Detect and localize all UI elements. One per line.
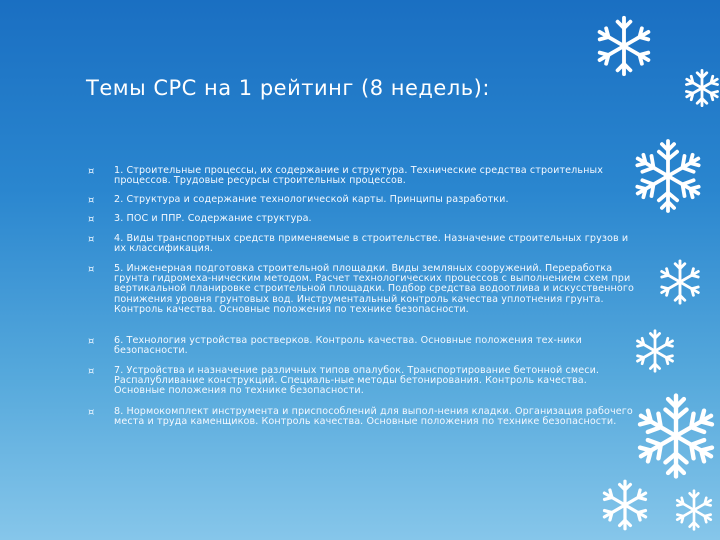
- list-item: [88, 234, 636, 254]
- snowflake-icon: [592, 14, 656, 78]
- list-item: [88, 166, 636, 186]
- list-item-text: 1. Строительные процессы, их содержание и структура. Технические средства строительных процессов. Трудовые ресурсы строительных процессов.: [114, 165, 603, 187]
- list-item: [88, 214, 636, 225]
- list-item-text: 4. Виды транспортных средств применяемые в строительстве. Назначение строительных грузов и их классификация.: [114, 233, 629, 255]
- bullet-marker: ¤: [88, 366, 95, 377]
- bullet-marker: ¤: [88, 234, 95, 245]
- snowflake-icon: [632, 392, 720, 480]
- list-item: [88, 407, 636, 427]
- list-item-text: 7. Устройства и назначение различных типов опалубок. Транспортирование бетонной смеси. Распалубливание конструкций. Специаль-ные методы бетонирования. Контроль качества. Основные положения по технике безопасности.: [114, 365, 600, 397]
- snowflake-icon: [598, 478, 652, 532]
- bullet-marker: ¤: [88, 195, 95, 206]
- list-item-text: 3. ПОС и ППР. Содержание структура.: [114, 213, 312, 224]
- list-item: [88, 366, 636, 397]
- bullet-marker: ¤: [88, 336, 95, 347]
- bullet-marker: ¤: [88, 264, 95, 275]
- bullet-marker: ¤: [88, 214, 95, 225]
- list-item-text: 2. Структура и содержание технологической карты. Принципы разработки.: [114, 194, 509, 205]
- list-item: [88, 264, 636, 315]
- snowflake-icon: [682, 68, 720, 108]
- snowflake-icon: [672, 488, 716, 532]
- list-item: [88, 336, 636, 356]
- list-item-text: 8. Нормокомплект инструмента и приспособлений для выпол-нения кладки. Организация рабочего места и труда каменщиков. Контроль качества. Основные положения по технике безопасности.: [114, 406, 633, 428]
- snowflake-icon: [656, 258, 704, 306]
- bullet-marker: ¤: [88, 166, 95, 177]
- snowflake-icon: [630, 138, 706, 214]
- list-item-text: 6. Технология устройства ростверков. Контроль качества. Основные положения тех-ники безопасности.: [114, 335, 582, 357]
- list-item: [88, 195, 636, 206]
- bullet-marker: ¤: [88, 407, 95, 418]
- snowflake-icon: [632, 328, 678, 374]
- slide-title: Темы СРС на 1 рейтинг (8 недель):: [86, 76, 490, 100]
- list-item-text: 5. Инженерная подготовка строительной площадки. Виды земляных сооружений. Переработка грунта гидромеха-ническим методом. Расчет технологических процессов с выполнением схем при вертикальной планировке строительной площадки. Подбор средства водоотлива и искусственного понижения уровня грунтовых вод. Инструментальный контроль качества уплотнения грунта. Контроль качества. Основные положения по технике безопасности.: [114, 263, 634, 315]
